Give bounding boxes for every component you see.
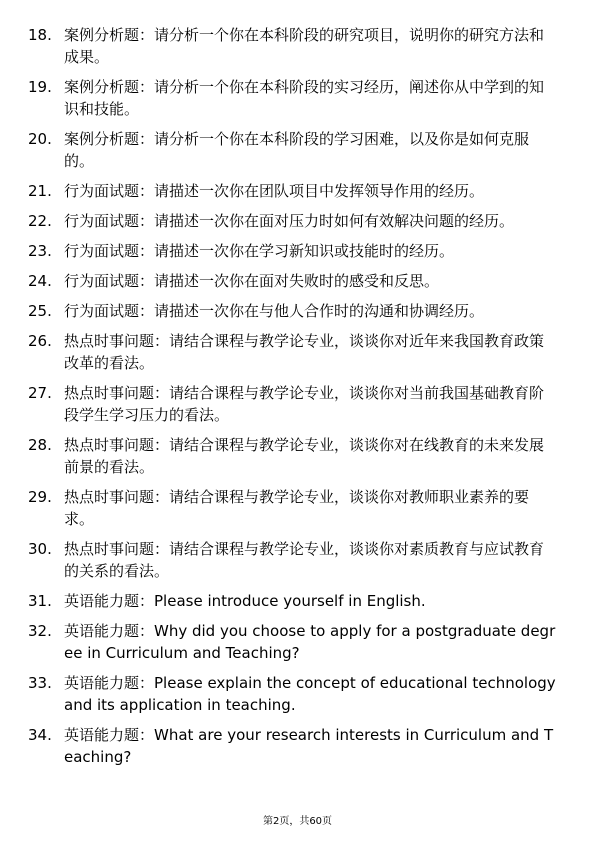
question-number: 25. — [28, 302, 52, 320]
question-list — [28, 24, 558, 776]
question-number: 33. — [28, 674, 52, 692]
list-item — [28, 538, 558, 582]
question-number: 28. — [28, 436, 52, 454]
question-text: 英语能力题：Please introduce yourself in English. — [64, 592, 426, 610]
list-item — [28, 270, 558, 292]
question-number: 34. — [28, 726, 52, 744]
list-item — [28, 620, 558, 664]
list-item — [28, 672, 558, 716]
list-item — [28, 590, 558, 612]
question-text: 行为面试题：请描述一次你在团队项目中发挥领导作用的经历。 — [64, 182, 485, 200]
question-text: 热点时事问题：请结合课程与教学论专业，谈谈你对教师职业素养的要求。 — [64, 488, 530, 528]
list-item — [28, 180, 558, 202]
question-number: 24. — [28, 272, 52, 290]
list-item — [28, 486, 558, 530]
list-item — [28, 724, 558, 768]
question-number: 19. — [28, 78, 52, 96]
list-item — [28, 300, 558, 322]
list-item — [28, 382, 558, 426]
question-text: 热点时事问题：请结合课程与教学论专业，谈谈你对近年来我国教育政策改革的看法。 — [64, 332, 545, 372]
list-item — [28, 24, 558, 68]
question-number: 18. — [28, 26, 52, 44]
page-footer — [0, 815, 595, 829]
question-text: 热点时事问题：请结合课程与教学论专业，谈谈你对在线教育的未来发展前景的看法。 — [64, 436, 545, 476]
list-item — [28, 240, 558, 262]
list-item — [28, 434, 558, 478]
question-number: 31. — [28, 592, 52, 610]
page-number: 第2页，共60页 — [262, 816, 333, 827]
question-text: 案例分析题：请分析一个你在本科阶段的实习经历，阐述你从中学到的知识和技能。 — [64, 78, 545, 118]
question-number: 20. — [28, 130, 52, 148]
question-text: 行为面试题：请描述一次你在与他人合作时的沟通和协调经历。 — [64, 302, 485, 320]
question-number: 27. — [28, 384, 52, 402]
list-item — [28, 210, 558, 232]
question-text: 行为面试题：请描述一次你在面对失败时的感受和反思。 — [64, 272, 440, 290]
question-number: 30. — [28, 540, 52, 558]
question-text: 英语能力题：Please explain the concept of educational technology and its application in teaching. — [64, 674, 556, 714]
question-number: 32. — [28, 622, 52, 640]
question-number: 26. — [28, 332, 52, 350]
question-text: 英语能力题：Why did you choose to apply for a postgraduate degree in Curriculum and Teaching? — [64, 622, 556, 662]
list-item — [28, 76, 558, 120]
question-text: 行为面试题：请描述一次你在面对压力时如何有效解决问题的经历。 — [64, 212, 515, 230]
question-text: 案例分析题：请分析一个你在本科阶段的研究项目，说明你的研究方法和成果。 — [64, 26, 545, 66]
question-number: 22. — [28, 212, 52, 230]
question-text: 热点时事问题：请结合课程与教学论专业，谈谈你对当前我国基础教育阶段学生学习压力的看法。 — [64, 384, 545, 424]
question-number: 23. — [28, 242, 52, 260]
list-item — [28, 128, 558, 172]
question-number: 21. — [28, 182, 52, 200]
question-text: 热点时事问题：请结合课程与教学论专业，谈谈你对素质教育与应试教育的关系的看法。 — [64, 540, 545, 580]
question-text: 行为面试题：请描述一次你在学习新知识或技能时的经历。 — [64, 242, 455, 260]
list-item — [28, 330, 558, 374]
question-number: 29. — [28, 488, 52, 506]
question-text: 案例分析题：请分析一个你在本科阶段的学习困难，以及你是如何克服的。 — [64, 130, 530, 170]
question-text: 英语能力题：What are your research interests in Curriculum and Teaching? — [64, 726, 554, 766]
